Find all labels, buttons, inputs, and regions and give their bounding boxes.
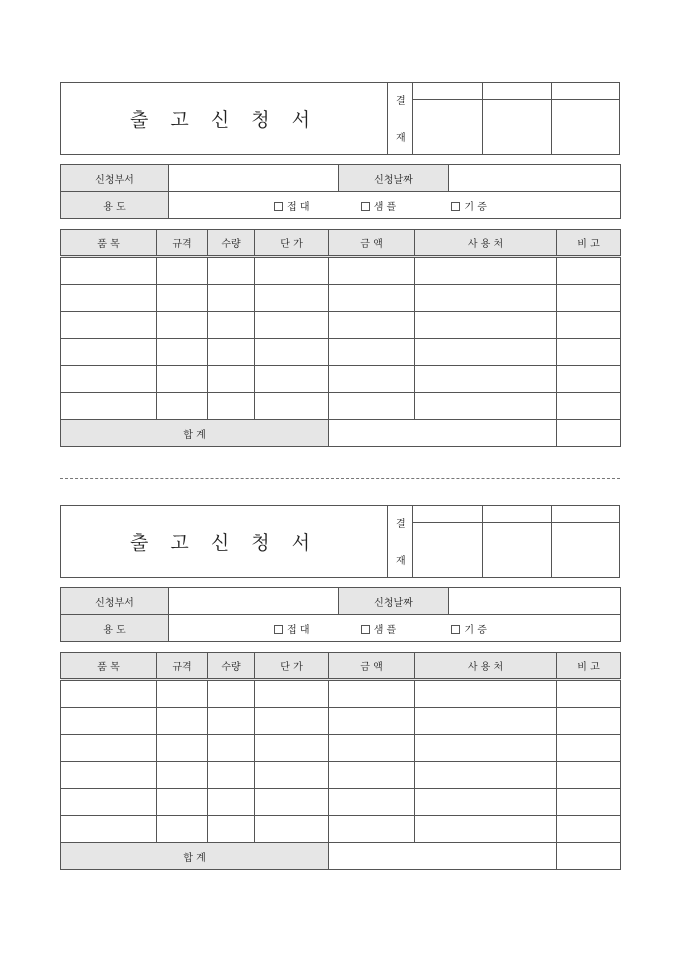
approval-label-top: 결 [396, 519, 406, 530]
checkbox[interactable] [361, 202, 370, 211]
col-amount: 금 액 [329, 653, 415, 680]
col-spec: 규격 [157, 230, 208, 257]
col-note: 비 고 [557, 653, 621, 680]
request-info-table [60, 164, 621, 219]
purpose-label: 용 도 [61, 615, 169, 642]
col-qty: 수량 [208, 653, 255, 680]
table-row[interactable] [61, 285, 621, 312]
table-row[interactable] [61, 816, 621, 843]
approval-signature-box-1[interactable] [412, 505, 483, 578]
purpose-option-sample[interactable] [361, 621, 397, 636]
checkbox[interactable] [274, 625, 283, 634]
col-qty: 수량 [208, 230, 255, 257]
col-unit-price: 단 가 [255, 653, 329, 680]
approval-label-bottom: 재 [396, 556, 406, 567]
checkbox[interactable] [361, 625, 370, 634]
total-note-field[interactable] [557, 420, 621, 447]
col-item: 품 목 [61, 653, 157, 680]
table-row[interactable] [61, 312, 621, 339]
table-row[interactable] [61, 366, 621, 393]
items-table [60, 229, 621, 447]
purpose-option-donation[interactable] [451, 198, 487, 213]
col-destination: 사 용 처 [415, 230, 557, 257]
purpose-option-label: 기 증 [464, 624, 487, 636]
form-header [60, 505, 620, 578]
request-info-table [60, 587, 621, 642]
form-title: 출 고 신 청 서 [60, 505, 388, 578]
purpose-option-label: 접 대 [287, 201, 310, 213]
purpose-options [169, 615, 621, 642]
total-amount-field[interactable] [329, 843, 557, 870]
approval-label [387, 505, 413, 578]
dept-label: 신청부서 [61, 588, 169, 615]
table-row[interactable] [61, 762, 621, 789]
col-amount: 금 액 [329, 230, 415, 257]
checkbox[interactable] [274, 202, 283, 211]
dept-field[interactable] [169, 165, 339, 192]
purpose-label: 용 도 [61, 192, 169, 219]
purpose-option-sample[interactable] [361, 198, 397, 213]
cut-line [60, 478, 620, 479]
purpose-option-label: 기 증 [464, 201, 487, 213]
table-row[interactable] [61, 257, 621, 285]
col-item: 품 목 [61, 230, 157, 257]
approval-signature-box-1[interactable] [412, 82, 483, 155]
approval-signature-box-2[interactable] [482, 505, 552, 578]
total-label: 합 계 [61, 420, 329, 447]
approval-label [387, 82, 413, 155]
checkbox[interactable] [451, 625, 460, 634]
col-note: 비 고 [557, 230, 621, 257]
approval-label-top: 결 [396, 96, 406, 107]
total-row [61, 420, 621, 447]
form-header [60, 82, 620, 155]
purpose-option-label: 샘 플 [373, 624, 397, 636]
total-row [61, 843, 621, 870]
purpose-option-entertainment[interactable] [274, 198, 310, 213]
total-note-field[interactable] [557, 843, 621, 870]
dept-label: 신청부서 [61, 165, 169, 192]
table-row[interactable] [61, 339, 621, 366]
approval-label-bottom: 재 [396, 133, 406, 144]
col-unit-price: 단 가 [255, 230, 329, 257]
items-table [60, 652, 621, 870]
table-row[interactable] [61, 708, 621, 735]
total-amount-field[interactable] [329, 420, 557, 447]
table-row[interactable] [61, 680, 621, 708]
table-row[interactable] [61, 789, 621, 816]
checkbox[interactable] [451, 202, 460, 211]
approval-signature-box-3[interactable] [551, 505, 620, 578]
approval-signature-box-2[interactable] [482, 82, 552, 155]
date-label: 신청날짜 [339, 165, 449, 192]
purpose-option-label: 접 대 [287, 624, 310, 636]
approval-signature-box-3[interactable] [551, 82, 620, 155]
table-row[interactable] [61, 393, 621, 420]
col-spec: 규격 [157, 653, 208, 680]
date-field[interactable] [449, 588, 621, 615]
date-label: 신청날짜 [339, 588, 449, 615]
date-field[interactable] [449, 165, 621, 192]
purpose-options [169, 192, 621, 219]
table-row[interactable] [61, 735, 621, 762]
purpose-option-donation[interactable] [451, 621, 487, 636]
dept-field[interactable] [169, 588, 339, 615]
col-destination: 사 용 처 [415, 653, 557, 680]
purpose-option-entertainment[interactable] [274, 621, 310, 636]
purpose-option-label: 샘 플 [373, 201, 397, 213]
items-header-row [61, 653, 621, 680]
total-label: 합 계 [61, 843, 329, 870]
items-header-row [61, 230, 621, 257]
form-title: 출 고 신 청 서 [60, 82, 388, 155]
